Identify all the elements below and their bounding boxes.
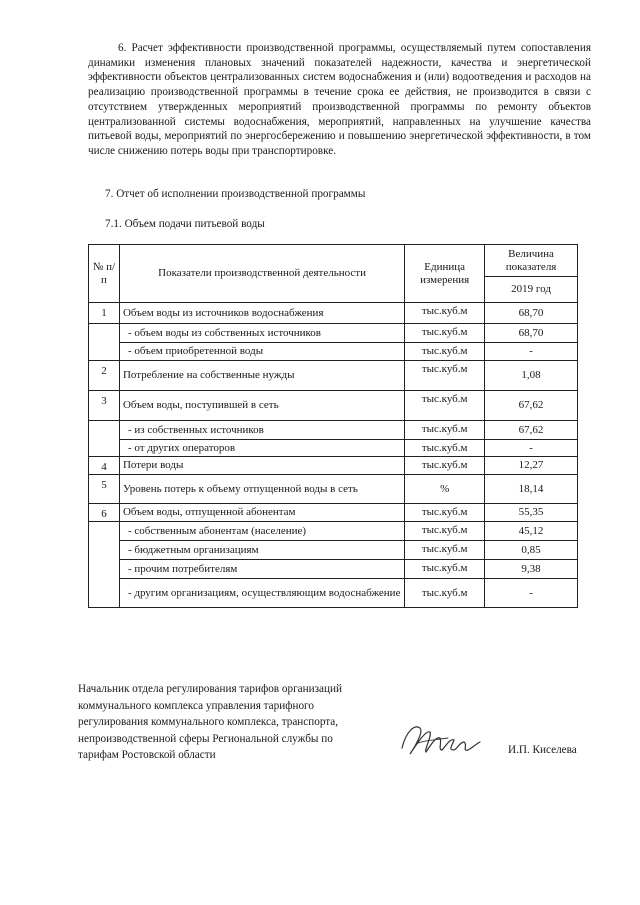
table-row: [89, 421, 578, 440]
table-row: [89, 504, 578, 522]
row-name: - другим организациям, осуществляющим водоснабжение: [119, 579, 404, 608]
table-row: [89, 457, 578, 475]
paragraph-6: 6. Расчет эффективности производственной программы, осуществляемый путем сопоставления динамики изменения плановых значений показателей надежности, качества и энергетической эффективности объектов централизованных систем водоснабжения и (или) водоотведения и расходов на реализацию производственной программы в течение срока ее действия, не производится в связи с отсутствием утвержденных мероприятий производственной программы по ремонту объектов централизованной системы водоснабжения, мероприятий, направленных на улучшение качества питьевой воды, мероприятий по энергосбережению и повышению энергетической эффективности, в том числе снижению потерь воды при транспортировке.: [88, 42, 591, 157]
handwritten-signature: [396, 718, 484, 762]
row-unit: тыс.куб.м: [405, 457, 485, 475]
signatory-position: [78, 681, 398, 764]
signatory-line: коммунального комплекса управления тарифного: [78, 699, 314, 712]
row-num: [89, 421, 120, 457]
row-name: - объем приобретенной воды: [119, 343, 404, 361]
row-num: [89, 324, 120, 361]
water-supply-table: [88, 244, 578, 608]
row-unit: тыс.куб.м: [405, 324, 485, 343]
row-value: 68,70: [485, 324, 578, 343]
row-name: Объем воды, поступившей в сеть: [119, 391, 404, 421]
row-unit: тыс.куб.м: [405, 440, 485, 457]
header-value: Величина показателя: [485, 245, 578, 277]
table-row: [89, 560, 578, 579]
row-name: - объем воды из собственных источников: [119, 324, 404, 343]
table-row: [89, 324, 578, 343]
row-name: - прочим потребителям: [119, 560, 404, 579]
header-indicator: Показатели производственной деятельности: [119, 245, 404, 303]
header-num: № п/п: [89, 245, 120, 303]
row-value: -: [485, 343, 578, 361]
table-row: [89, 579, 578, 608]
row-name: - собственным абонентам (население): [119, 522, 404, 541]
row-value: 12,27: [485, 457, 578, 475]
table-row: [89, 343, 578, 361]
row-name: Объем воды из источников водоснабжения: [119, 303, 404, 324]
row-value: 18,14: [485, 475, 578, 504]
row-unit: тыс.куб.м: [405, 343, 485, 361]
signer-name: И.П. Киселева: [508, 744, 577, 756]
row-value: 9,38: [485, 560, 578, 579]
row-num: 3: [89, 391, 120, 421]
header-unit: Единица измерения: [405, 245, 485, 303]
row-num: [89, 522, 120, 608]
row-name: Потери воды: [119, 457, 404, 475]
row-value: 0,85: [485, 541, 578, 560]
row-num: 6: [89, 504, 120, 522]
section-heading-7-1: 7.1. Объем подачи питьевой воды: [105, 218, 265, 230]
row-num: 4: [89, 457, 120, 475]
row-unit: тыс.куб.м: [405, 361, 485, 391]
row-unit: тыс.куб.м: [405, 391, 485, 421]
table-row: [89, 440, 578, 457]
row-unit: тыс.куб.м: [405, 541, 485, 560]
header-year: 2019 год: [485, 277, 578, 303]
row-value: -: [485, 579, 578, 608]
signatory-line: Начальник отдела регулирования тарифов организаций: [78, 683, 342, 695]
row-value: -: [485, 440, 578, 457]
row-value: 67,62: [485, 421, 578, 440]
row-num: 5: [89, 475, 120, 504]
row-value: 1,08: [485, 361, 578, 391]
row-num: 2: [89, 361, 120, 391]
signatory-line: регулирования коммунального комплекса, транспорта,: [78, 716, 339, 728]
row-value: 67,62: [485, 391, 578, 421]
table-row: [89, 522, 578, 541]
row-name: - бюджетным организациям: [119, 541, 404, 560]
section-heading-7: 7. Отчет об исполнении производственной программы: [105, 188, 366, 200]
signatory-line: непроизводственной сферы Региональной службы по: [78, 732, 333, 745]
row-name: Уровень потерь к объему отпущенной воды в сеть: [119, 475, 404, 504]
row-name: Объем воды, отпущенной абонентам: [119, 504, 404, 522]
row-value: 55,35: [485, 504, 578, 522]
row-unit: тыс.куб.м: [405, 522, 485, 541]
table-row: [89, 541, 578, 560]
row-unit: тыс.куб.м: [405, 421, 485, 440]
table-row: [89, 475, 578, 504]
row-unit: тыс.куб.м: [405, 560, 485, 579]
row-value: 45,12: [485, 522, 578, 541]
row-unit: тыс.куб.м: [405, 504, 485, 522]
row-unit: тыс.куб.м: [405, 579, 485, 608]
row-unit: %: [405, 475, 485, 504]
table-row: [89, 303, 578, 324]
row-name: - от других операторов: [119, 440, 404, 457]
table-row: [89, 361, 578, 391]
row-name: Потребление на собственные нужды: [119, 361, 404, 391]
signatory-line: тарифам Ростовской области: [78, 749, 216, 761]
row-num: 1: [89, 303, 120, 324]
row-unit: тыс.куб.м: [405, 303, 485, 324]
row-name: - из собственных источников: [119, 421, 404, 440]
row-value: 68,70: [485, 303, 578, 324]
table-row: [89, 391, 578, 421]
